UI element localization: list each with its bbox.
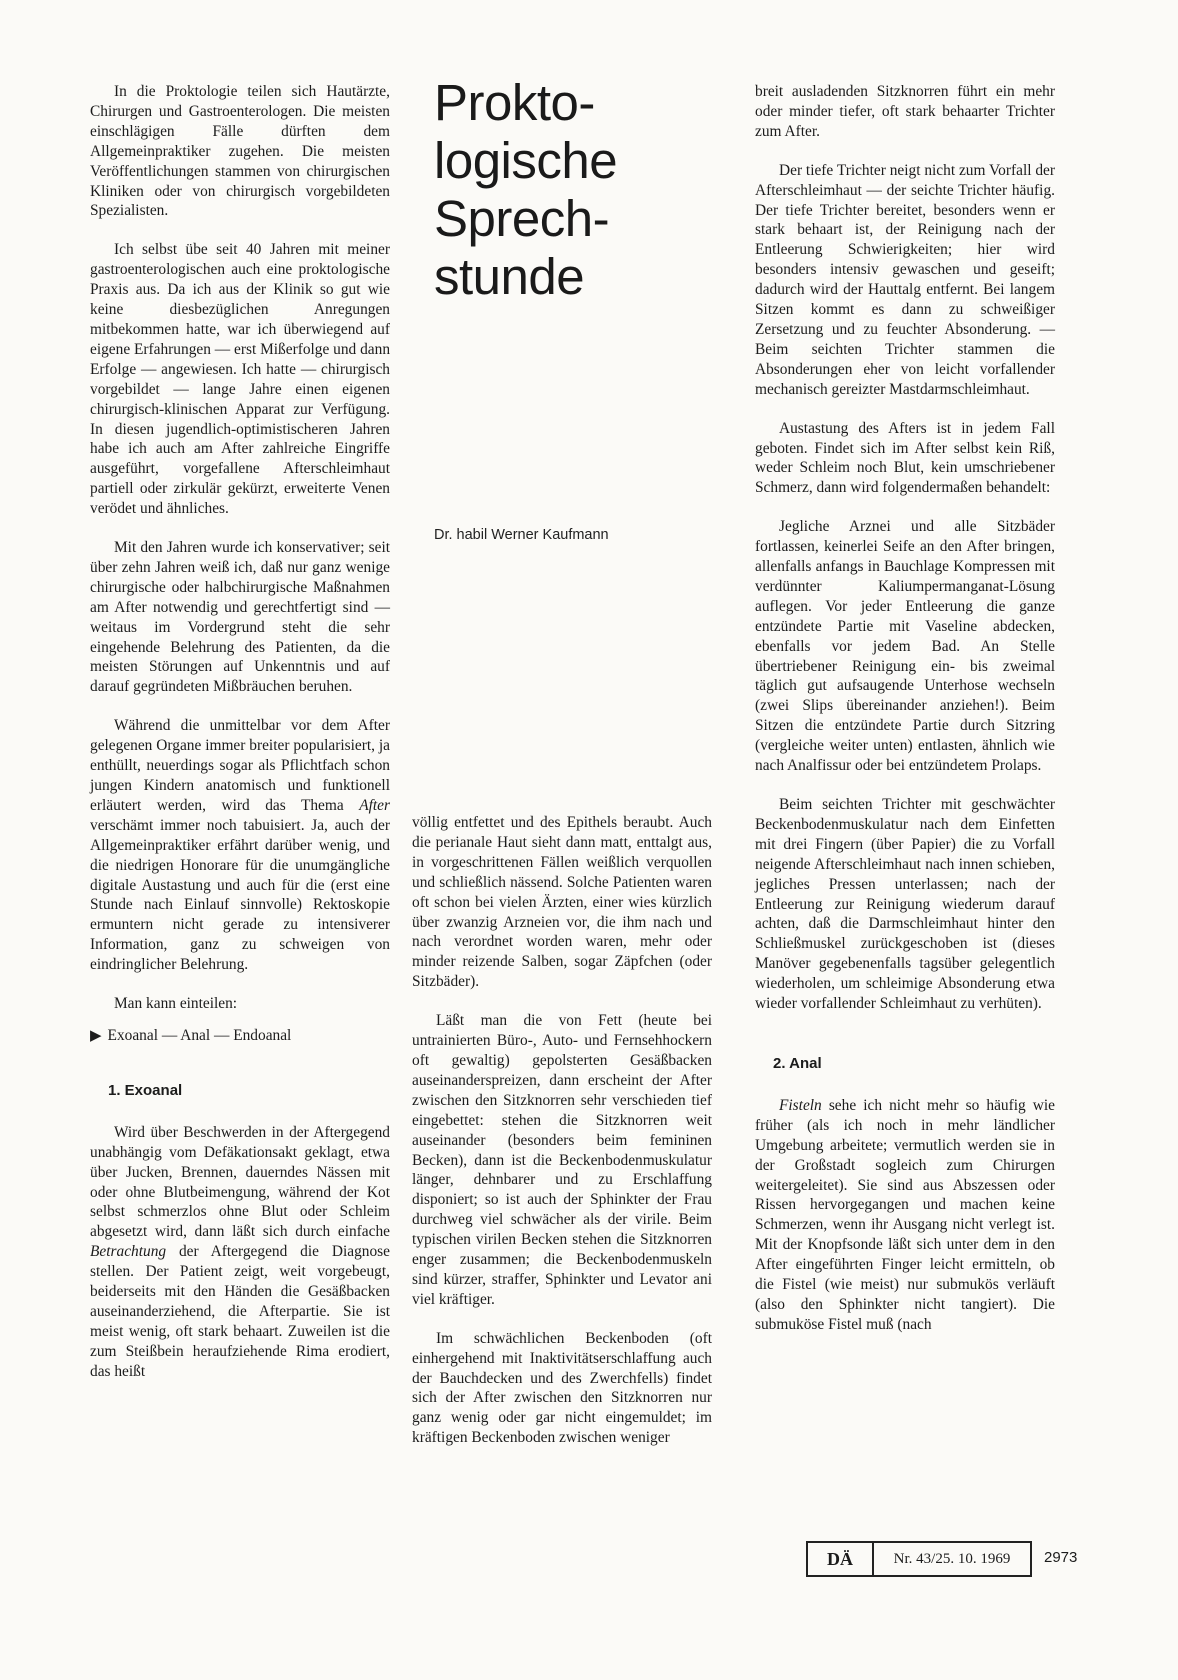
title-line-2: logische xyxy=(434,132,618,189)
title-line-4: stunde xyxy=(434,248,585,305)
journal-logo: DÄ xyxy=(808,1543,874,1575)
paragraph xyxy=(90,716,390,975)
paragraph: Der tiefe Trichter neigt nicht zum Vorfall der Afterschleimhaut — der seichte Trichter häufig. Der tiefe Trichter bereitet, besonders wenn er stark behaart ist, der Reinigung nach der Entleerung Schwierigkeiten; hier wird besonders intensiv gewaschen und geseift; dadurch wird der Hauttalg entfernt. Bei langem Sitzen kommt es dann zu schweißiger Zersetzung und zu feuchter Absonderung. — Beim seichten Trichter stammen die Absonderungen eher von leicht vorfallender mechanisch gereizter Mastdarmschleimhaut. xyxy=(755,161,1055,398)
paragraph: breit ausladenden Sitzknorren führt ein mehr oder minder tiefer, oft stark behaarter Trichter zum After. xyxy=(755,83,1055,140)
paragraph xyxy=(755,1096,1055,1335)
author-byline: Dr. habil Werner Kaufmann xyxy=(434,527,609,543)
arrow-icon: ▶ xyxy=(90,1027,102,1044)
paragraph: Jegliche Arznei und alle Sitzbäder fortlassen, keinerlei Seife an den After bringen, allenfalls anfangs in Bauchlage Kompressen mit verdünnter Kaliumpermanganat-Lösung auflegen. Vor jeder Entleerung die ganze entzündete Partie mit Vaseline abdecken, ebenfalls vor jedem Bad. An Stelle übertriebener Reinigung ein- bis zweimal täglich gut aufsaugende Unterhose wechseln (zwei Slips übereinander anziehen!). Beim Sitzen die entzündete Partie durch Sitzring (vergleiche weiter unten) entlasten, ähnlich wie nach Analfissur oder bei entzündetem Prolaps. xyxy=(755,518,1055,775)
text-run: Während die unmittelbar vor dem After gelegenen Organe immer breiter popularisiert, ja enthüllt, neuerdings sogar als Pflichtfach schon jungen Kindern anatomisch und funktionell erläutert werden, wird das Thema xyxy=(90,717,390,814)
paragraph: Im schwächlichen Beckenboden (oft einhergehend mit Inaktivitätserschlaffung auch der Bauchdecken und des Zwerchfells) findet sich der After zwischen den Sitzknorren nur ganz wenig oder gar nicht eingemuldet; im kräftigen Beckenboden zwischen weniger xyxy=(412,1329,712,1447)
text-run: sehe ich nicht mehr so häufig wie früher (als ich noch in mehr ländlicher Umgebung arbeitete; vermutlich werden sie in der Großstadt sogleich zum Chirurgen weitergeleitet). Sie sind aus Abszessen oder Rissen hervorgegangen und machen keine Schmerzen, wenn ihr Ausgang nicht verlegt ist. Mit der Knopfsonde läßt sich unter dem in den After eingeführten Finger leicht ermitteln, ob die Fistel (wie meist) nur submukös verläuft (also den Sphinkter nicht tangiert). Die submuköse Fistel muß (nach xyxy=(755,1096,1055,1333)
column-2 xyxy=(412,813,712,1467)
paragraph xyxy=(90,1123,390,1382)
section-heading-anal: 2. Anal xyxy=(773,1054,822,1072)
title-line-1: Prokto- xyxy=(434,74,595,131)
emphasis: Fisteln xyxy=(779,1096,822,1114)
article-title xyxy=(434,74,617,306)
paragraph: In die Proktologie teilen sich Hautärzte, Chirurgen und Gastroenterologen. Die meisten einschlägigen Fälle dürften dem Allgemeinpraktiker zugehen. Die meisten Veröffentlichungen stammen von chirurgischen Kliniken oder von chirurgisch vorgebildeten Spezialisten. xyxy=(90,83,390,220)
emphasis: After xyxy=(359,796,390,814)
text-run: verschämt immer noch tabuisiert. Ja, auch der Allgemeinpraktiker erfährt darüber wenig, und die niedrigen Honorare für die unumgängliche digitale Austastung und auch für die (erst eine Stunde nach Einlauf sinnvolle) Rektoskopie ermuntern nicht gerade zu intensiverer Information, ganz zu schweigen von eindringlicher Belehrung. xyxy=(90,816,390,974)
classification-text: Exoanal — Anal — Endoanal xyxy=(107,1026,292,1044)
paragraph: Man kann einteilen: xyxy=(114,995,238,1013)
text-run: der Aftergegend die Diagnose stellen. Der Patient zeigt, weit vorgebeugt, beiderseits mit den Händen die Gesäßbacken auseinanderziehend, die Afterpartie. Sie ist meist wenig, oft stark behaart. Zuweilen ist die zum Steißbein heraufziehende Rima erodiert, das heißt xyxy=(90,1243,390,1380)
column-3 xyxy=(755,82,1055,1354)
column-1 xyxy=(90,82,390,1401)
paragraph: Austastung des Afters ist in jedem Fall geboten. Findet sich im After selbst kein Riß, weder Schleim noch Blut, kein umschriebener Schmerz, dann wird folgendermaßen behandelt: xyxy=(755,419,1055,497)
paragraph: Beim seichten Trichter mit geschwächter Beckenbodenmuskulatur nach dem Einfetten mit drei Fingern (über Papier) die zu Vorfall neigende Afterschleimhaut nach innen schieben, jegliches Pressen unterlassen; nach der Entleerung zur Reinigung wiederum darauf achten, daß die Darmschleimhaut hinter den Schließmuskel zurückgeschoben ist (dieses Manöver gegebenenfalls tagsüber gelegentlich wiederholen, um schleimige Absonderung etwa wieder vorfallender Schleimhaut zu verhüten). xyxy=(755,796,1055,1013)
classification-line xyxy=(90,1026,390,1047)
paragraph: Ich selbst übe seit 40 Jahren mit meiner gastroenterologischen auch eine proktologische Praxis aus. Da ich aus der Klinik so gut wie keine diesbezüglichen Anregungen mitbekommen hatte, war ich überwiegend auf eigene Erfahrungen — erst Mißerfolge und dann Erfolge — angewiesen. Ich hatte — chirurgisch vorgebildet — lange Jahre einen eigenen chirurgisch-klinischen Apparat zur Verfügung. In diesen jugendlich-optimistischeren Jahren habe ich auch am After zahlreiche Eingriffe ausgeführt, vorgefallene Afterschleimhaut partiell oder zirkulär gekürzt, erweiterte Venen verödet und ähnliches. xyxy=(90,241,391,518)
paragraph: Läßt man die von Fett (heute bei untrainierten Büro-, Auto- und Fernsehhockern oft gewaltig) gepolsterten Gesäßbacken auseinanderspreizen, dann erscheint der After zwischen den Sitzknorren sehr verschieden tief eingebettet: stehen die Sitzknorren weit auseinander (besonders beim femininen Becken), dann ist die Beckenbodenmuskulatur länger, dehnbarer und zu Erschlaffung disponiert; so ist auch der Sphinkter der Frau durchweg viel schwächer als der virile. Beim typischen virilen Becken stehen die Sitzknorren enger zusammen; die Beckenbodenmuskeln sind kürzer, straffer, Sphinkter und Levator ani viel kräftiger. xyxy=(412,1012,712,1308)
issue-info: Nr. 43/25. 10. 1969 xyxy=(893,1550,1011,1567)
journal-footer xyxy=(806,1541,1032,1577)
paragraph: völlig entfettet und des Epithels beraubt. Auch die perianale Haut sieht dann matt, enttalgt aus, in vorgeschrittenen Fällen weißlich verquollen und schließlich nässend. Solche Patienten waren oft schon bei vielen Ärzten, einer wies kürzlich über zwanzig Arzneien vor, die ihm nach und nach verordnet worden waren, mehr oder minder reizende Salben, sogar Zäpfchen (oder Sitzbäder). xyxy=(412,814,712,991)
title-line-3: Sprech- xyxy=(434,190,610,247)
text-run: Wird über Beschwerden in der Aftergegend unabhängig vom Defäkationsakt geklagt, etwa über Jucken, Brennen, dauerndes Nässen mit oder ohne Blutbeimengung, während der Kot selbst schmerzlos ohne Blut oder Schleim abgesetzt wird, dann läßt sich durch einfache xyxy=(90,1123,390,1241)
emphasis: Betrachtung xyxy=(90,1243,167,1261)
section-heading-exoanal: 1. Exoanal xyxy=(108,1081,183,1099)
page-number: 2973 xyxy=(1044,1549,1078,1566)
paragraph: Mit den Jahren wurde ich konservativer; seit über zehn Jahren weiß ich, daß nur ganz wenige chirurgische oder halbchirurgische Maßnahmen am After notwendig und gerechtfertigt sind — weitaus im Vordergrund steht die sehr eingehende Belehrung des Patienten, da die meisten Störungen auf Unkenntnis und auf darauf gegründeten Mißbräuchen beruhen. xyxy=(90,539,390,696)
